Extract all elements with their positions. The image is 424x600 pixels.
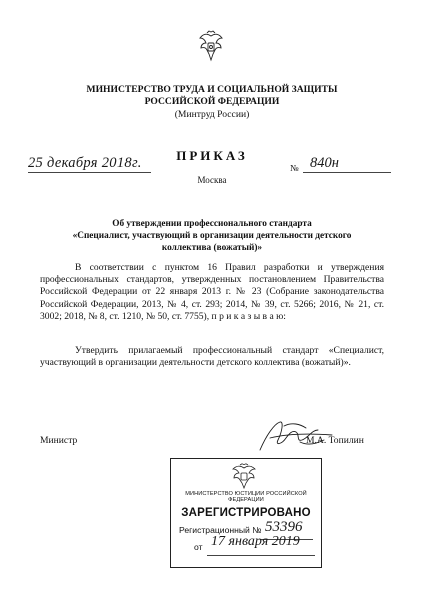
stamp-coat-of-arms-icon <box>229 463 259 489</box>
date-underline <box>28 172 151 173</box>
stamp-from-label: от <box>194 542 203 552</box>
ministry-name <box>0 84 424 108</box>
ministry-short-name: (Минтруд России) <box>174 109 250 120</box>
stamp-reg-label: Регистрационный № <box>179 525 262 535</box>
stamp-reg-number: 53396 <box>265 519 303 535</box>
subject-line3: коллектива (вожатый)» <box>161 243 263 253</box>
order-number-label: № <box>290 163 299 173</box>
order-title: ПРИКАЗ <box>176 148 248 163</box>
signatory-title: Министр <box>40 435 78 446</box>
stamp-date: 17 января 2019 <box>211 534 300 549</box>
stamp-ministry: МИНИСТЕРСТВО ЮСТИЦИИ РОССИЙСКОЙ ФЕДЕРАЦИИ <box>185 491 307 503</box>
body-paragraph-2: Утвердить прилагаемый профессиональный стандарт «Специалист, участвующий в организации деятельности детского коллектива (вожатый)». <box>40 345 384 369</box>
order-date: 25 декабря 2018г. <box>28 155 142 171</box>
subject-line2: «Специалист, участвующий в организации деятельности детского <box>72 231 352 241</box>
coat-of-arms-icon <box>197 30 225 64</box>
signatory-name: М.А. Топилин <box>306 435 364 446</box>
body-paragraph-1: В соответствии с пунктом 16 Правил разработки и утверждения профессиональных стандартов, утвержденных постановлением Правительства Российской Федерации от 22 января 2013 г. № 23 (Собрание законодательства Российской Федерации, 2013, № 4, ст. 293; 2014, № 39, ст. 5266; 2016, № 21, ст. 3002; 2018, № 8, ст. 1210, № 50, ст. 7755), п р и к а з ы в а ю: <box>40 262 384 322</box>
registration-stamp <box>170 458 322 568</box>
order-number: 840н <box>310 155 339 171</box>
stamp-registered: ЗАРЕГИСТРИРОВАНО <box>181 507 311 519</box>
stamp-date-underline <box>207 555 315 556</box>
subject-line1: Об утверждении профессионального стандарта <box>112 219 312 229</box>
ministry-name-line1: МИНИСТЕРСТВО ТРУДА И СОЦИАЛЬНОЙ ЗАЩИТЫ <box>86 84 338 95</box>
order-subject <box>0 218 424 254</box>
ministry-name-line2: РОССИЙСКОЙ ФЕДЕРАЦИИ <box>144 96 280 107</box>
number-underline <box>303 172 391 173</box>
order-city: Москва <box>197 175 227 185</box>
